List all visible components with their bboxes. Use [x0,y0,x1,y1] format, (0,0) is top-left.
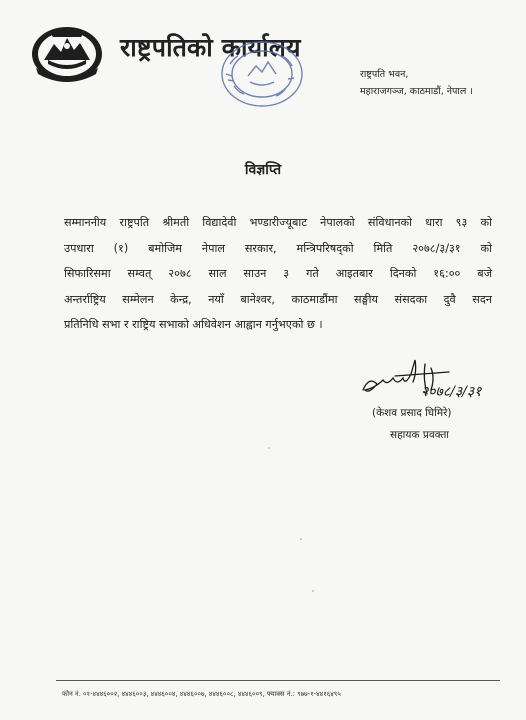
signer-role: सहायक प्रवक्ता [390,429,450,441]
body-line: सिफारिसमा सम्वत् २०७८ साल साउन ३ गते आइतबार दिनको १६:०० बजे [64,267,492,280]
notice-body [64,210,492,338]
scan-speck [300,538,302,540]
scan-speck [312,590,314,592]
national-emblem-icon [30,24,104,86]
office-title: राष्ट्रपतिको कार्यालय [120,33,301,62]
footer-divider [56,680,500,681]
scan-speck [268,447,270,449]
notice-heading: विज्ञप्ति [244,162,282,178]
address-line-2: महाराजगञ्ज, काठमाडौं, नेपाल । [360,86,473,97]
footer-contact: फोन नं. ०१-४४४६००२, ४४४६००३, ४४४६००४, ४४४६००७, ४४४६००८, ४४४६००९, फ्याक्स नं.: ९७७-१-४४१६४९५ [62,690,341,698]
svg-text:२०७८/३/३१: २०७८/३/३१ [421,384,482,400]
body-line: प्रतिनिधि सभा र राष्ट्रिय सभाको अधिवेशन आह्वान गर्नुभएको छ । [64,318,323,331]
body-line: सम्माननीय राष्ट्रपति श्रीमती विद्यादेवी भण्डारीज्यूबाट नेपालको संविधानको धारा ९३ को [64,216,492,229]
official-seal-stamp [212,38,308,110]
address-line-1: राष्ट्रपति भवन, [360,69,409,80]
body-line: अन्तर्राष्ट्रिय सम्मेलन केन्द्र, नयाँ बानेश्वर, काठमाडौंमा सङ्घीय संसदका दुवै सदन [64,292,492,306]
handwritten-signature [355,356,505,412]
office-address [360,66,473,100]
signer-name: (केशव प्रसाद घिमिरे) [372,407,452,419]
body-line: उपधारा (१) बमोजिम नेपाल सरकार, मन्त्रिपरिषद्को मिति २०७८/३/३१ को [64,241,492,255]
